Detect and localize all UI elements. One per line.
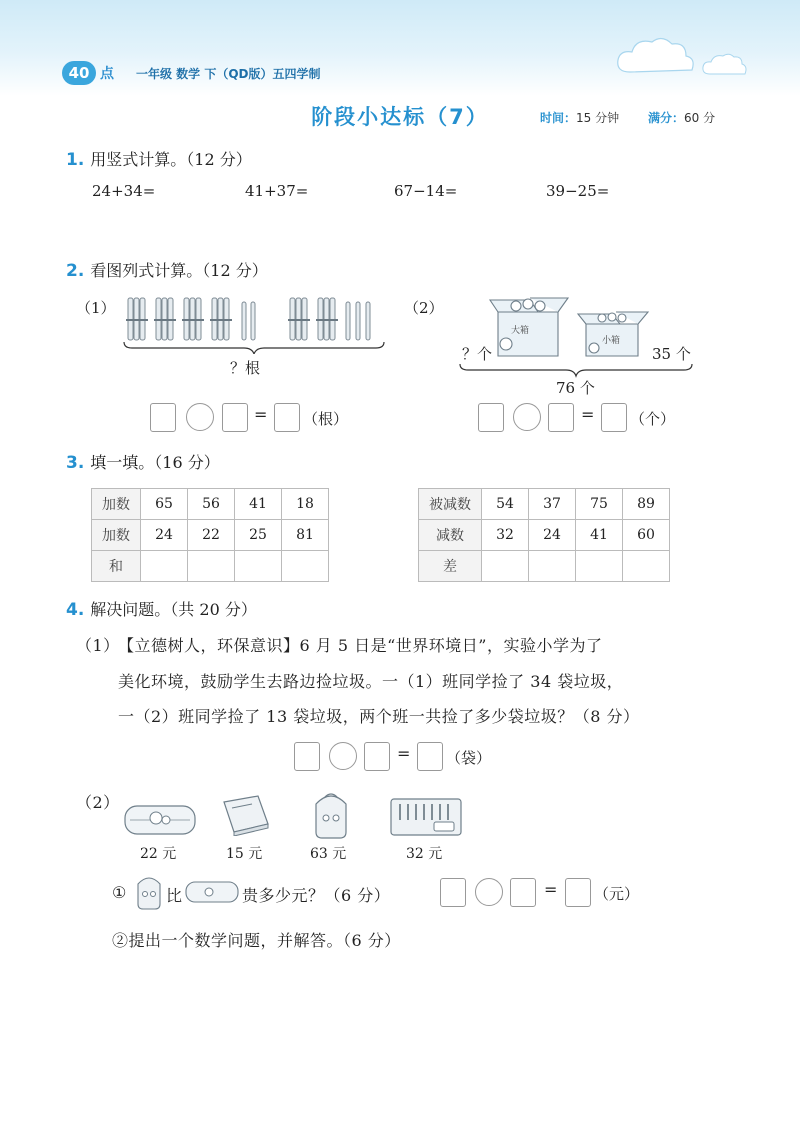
table-cell: 24 bbox=[141, 520, 188, 551]
series-logo: 点 bbox=[100, 66, 113, 82]
q3-number: 3. bbox=[66, 453, 85, 473]
q4-heading bbox=[66, 597, 257, 620]
table-row bbox=[92, 489, 329, 520]
q1-item-4: 39−25= bbox=[546, 182, 610, 200]
table-cell: 54 bbox=[482, 489, 529, 520]
equals-sign: = bbox=[544, 880, 558, 899]
q2-number: 2. bbox=[66, 261, 85, 281]
price-book: 15 元 bbox=[226, 846, 263, 862]
q2-part2-left: ？个 bbox=[462, 345, 493, 363]
operator-circle[interactable] bbox=[329, 742, 357, 770]
addition-table bbox=[91, 488, 329, 582]
answer-cell[interactable] bbox=[282, 551, 329, 582]
answer-box[interactable] bbox=[294, 742, 320, 771]
time-value: 15 分钟 bbox=[576, 111, 620, 125]
q1-text: 用竖式计算。（12 分） bbox=[90, 150, 252, 169]
big-box-label: 大箱 bbox=[511, 326, 530, 336]
q4-part2-label: （2） bbox=[76, 793, 120, 812]
q2-part2-label: （2） bbox=[404, 299, 444, 317]
operator-circle[interactable] bbox=[513, 403, 541, 431]
q4-sub1-bi: 比 bbox=[166, 886, 183, 905]
row-label: 加数 bbox=[92, 520, 141, 551]
sticks-bundle-icon bbox=[120, 292, 390, 354]
table-cell: 32 bbox=[482, 520, 529, 551]
backpack-icon bbox=[132, 872, 166, 912]
table-row bbox=[419, 551, 670, 582]
pencil-case-icon bbox=[184, 878, 240, 906]
table-cell: 81 bbox=[282, 520, 329, 551]
answer-cell[interactable] bbox=[529, 551, 576, 582]
answer-box[interactable] bbox=[510, 878, 536, 907]
time-limit bbox=[540, 109, 619, 126]
operator-circle[interactable] bbox=[186, 403, 214, 431]
row-label: 和 bbox=[92, 551, 141, 582]
table-row bbox=[92, 551, 329, 582]
operator-circle[interactable] bbox=[475, 878, 503, 906]
table-cell: 18 bbox=[282, 489, 329, 520]
score-label: 满分： bbox=[648, 111, 685, 125]
subtraction-table bbox=[418, 488, 670, 582]
q3-text: 填一填。（16 分） bbox=[90, 453, 220, 472]
row-label: 加数 bbox=[92, 489, 141, 520]
table-row bbox=[419, 520, 670, 551]
table-cell: 65 bbox=[141, 489, 188, 520]
total-brace-icon bbox=[458, 362, 698, 378]
table-cell: 37 bbox=[529, 489, 576, 520]
table-cell: 60 bbox=[623, 520, 670, 551]
q4-part1-unit: （袋） bbox=[446, 749, 492, 767]
row-label: 被减数 bbox=[419, 489, 482, 520]
answer-box[interactable] bbox=[548, 403, 574, 432]
q4-sub1-text: 贵多少元？（6 分） bbox=[242, 886, 391, 905]
page-number-badge: 40 bbox=[62, 61, 96, 85]
q2-part2-right: 35 个 bbox=[652, 345, 691, 363]
table-cell: 56 bbox=[188, 489, 235, 520]
price-abacus: 32 元 bbox=[406, 846, 443, 862]
answer-cell[interactable] bbox=[235, 551, 282, 582]
answer-box[interactable] bbox=[222, 403, 248, 432]
table-cell: 25 bbox=[235, 520, 282, 551]
q4-sub1-unit: （元） bbox=[594, 885, 640, 903]
answer-box[interactable] bbox=[274, 403, 300, 432]
table-row bbox=[92, 520, 329, 551]
q4-part1-line1: 【立德树人，环保意识】6 月 5 日是“世界环境日”，实验小学为了 bbox=[118, 636, 603, 655]
book-icon bbox=[220, 794, 272, 836]
q1-heading bbox=[66, 147, 252, 170]
table-cell: 41 bbox=[235, 489, 282, 520]
q2-part1-question: ？根 bbox=[230, 359, 261, 377]
q4-part1-label: （1） bbox=[76, 636, 120, 655]
abacus-icon bbox=[388, 796, 464, 840]
q4-part1-line2: 美化环境，鼓励学生去路边捡垃圾。一（1）班同学捡了 34 袋垃圾， bbox=[118, 672, 624, 691]
answer-box[interactable] bbox=[364, 742, 390, 771]
q2-part1-unit: （根） bbox=[303, 410, 349, 428]
equals-sign: = bbox=[254, 405, 268, 424]
q4-number: 4. bbox=[66, 600, 85, 620]
row-label: 减数 bbox=[419, 520, 482, 551]
q1-item-3: 67−14= bbox=[394, 182, 458, 200]
small-box-label: 小箱 bbox=[602, 336, 621, 346]
time-label: 时间： bbox=[540, 111, 577, 125]
table-cell: 41 bbox=[576, 520, 623, 551]
answer-box[interactable] bbox=[601, 403, 627, 432]
q2-part2-total: 76 个 bbox=[556, 379, 595, 397]
score-value: 60 分 bbox=[684, 111, 716, 125]
q4-sub2-text: ②提出一个数学问题，并解答。（6 分） bbox=[112, 931, 401, 950]
table-row bbox=[419, 489, 670, 520]
q2-part1-label: （1） bbox=[76, 299, 116, 317]
answer-box[interactable] bbox=[440, 878, 466, 907]
q1-number: 1. bbox=[66, 150, 85, 170]
q3-heading bbox=[66, 450, 220, 473]
row-label: 差 bbox=[419, 551, 482, 582]
answer-cell[interactable] bbox=[482, 551, 529, 582]
q2-text: 看图列式计算。（12 分） bbox=[90, 261, 268, 280]
header-band bbox=[0, 0, 800, 96]
equals-sign: = bbox=[581, 405, 595, 424]
answer-cell[interactable] bbox=[576, 551, 623, 582]
answer-box[interactable] bbox=[478, 403, 504, 432]
table-cell: 75 bbox=[576, 489, 623, 520]
equals-sign: = bbox=[397, 744, 411, 763]
q4-text: 解决问题。（共 20 分） bbox=[90, 600, 257, 619]
q4-part1-line3: 一（2）班同学捡了 13 袋垃圾，两个班一共捡了多少袋垃圾？（8 分） bbox=[118, 707, 640, 726]
q1-item-1: 24+34= bbox=[92, 182, 156, 200]
price-pencil-case: 22 元 bbox=[140, 846, 177, 862]
full-score bbox=[648, 109, 715, 126]
cloud-decoration-icon bbox=[600, 28, 790, 84]
q2-part2-unit: （个） bbox=[630, 410, 676, 428]
answer-box[interactable] bbox=[565, 878, 591, 907]
answer-cell[interactable] bbox=[188, 551, 235, 582]
answer-cell[interactable] bbox=[623, 551, 670, 582]
pencil-case-icon bbox=[122, 800, 198, 838]
q2-heading bbox=[66, 258, 268, 281]
table-cell: 24 bbox=[529, 520, 576, 551]
answer-cell[interactable] bbox=[141, 551, 188, 582]
q4-sub1-mark: ① bbox=[112, 883, 127, 902]
answer-box[interactable] bbox=[417, 742, 443, 771]
price-backpack: 63 元 bbox=[310, 846, 347, 862]
book-title: 一年级 数学 下（QD版）五四学制 bbox=[136, 67, 321, 81]
backpack-icon bbox=[306, 788, 356, 840]
page-title: 阶段小达标（7） bbox=[311, 105, 489, 129]
table-cell: 89 bbox=[623, 489, 670, 520]
table-cell: 22 bbox=[188, 520, 235, 551]
q1-item-2: 41+37= bbox=[245, 182, 309, 200]
answer-box[interactable] bbox=[150, 403, 176, 432]
